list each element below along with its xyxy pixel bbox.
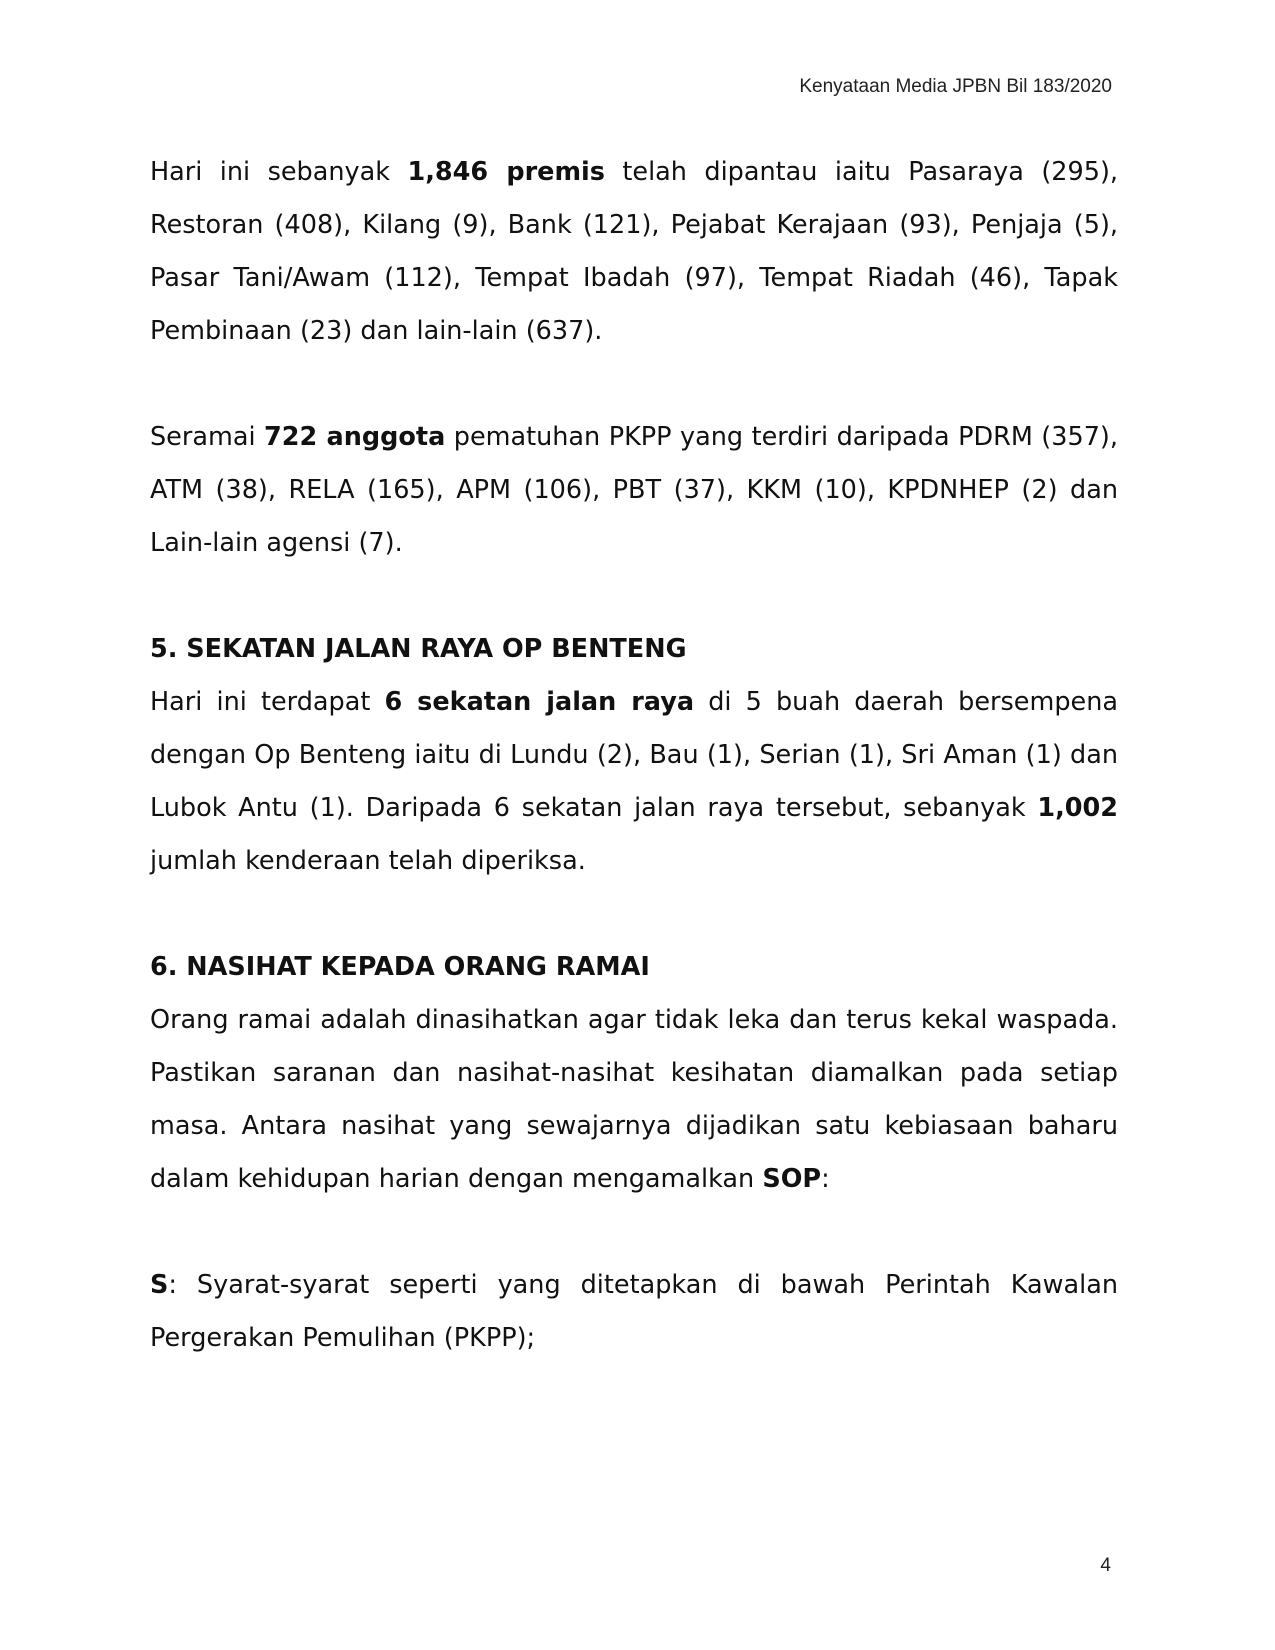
- spacer: [150, 1206, 1118, 1259]
- premises-count: 1,846 premis: [407, 157, 605, 187]
- document-body: [150, 146, 1118, 1365]
- roadblock-count: 6 sekatan jalan raya: [384, 687, 695, 717]
- spacer: [150, 570, 1118, 623]
- sop-s-letter: S: [150, 1270, 169, 1300]
- premises-text-2: telah dipantau iaitu Pasaraya (295), Restoran (408), Kilang (9), Bank (121), Pejabat Kerajaan (93), Penjaja (5), Pasar Tani/Awam (112), Tempat Ibadah (97), Tempat Riadah (46), Tapak Pembinaan (23) dan lain-lain (637).: [150, 157, 1118, 346]
- members-text-2: pematuhan PKPP yang terdiri daripada PDRM (357), ATM (38), RELA (165), APM (106), PBT (37), KKM (10), KPDNHEP (2) dan Lain-lain agensi (7).: [150, 422, 1118, 558]
- sop-s-paragraph: [150, 1259, 1118, 1365]
- spacer: [150, 888, 1118, 941]
- section-5-text-1: Hari ini terdapat: [150, 687, 385, 717]
- premises-paragraph: [150, 146, 1118, 358]
- section-6-paragraph: [150, 994, 1118, 1206]
- section-5-text-3: jumlah kenderaan telah diperiksa.: [150, 846, 586, 876]
- members-count: 722 anggota: [264, 422, 446, 452]
- members-paragraph: [150, 411, 1118, 570]
- page-header: Kenyataan Media JPBN Bil 183/2020: [799, 76, 1112, 97]
- sop-s-text: : Syarat-syarat seperti yang ditetapkan di bawah Perintah Kawalan Pergerakan Pemulihan (PKPP);: [150, 1270, 1118, 1353]
- vehicle-count: 1,002: [1037, 793, 1118, 823]
- section-6-text-1: Orang ramai adalah dinasihatkan agar tidak leka dan terus kekal waspada. Pastikan saranan dan nasihat-nasihat kesihatan diamalkan pada setiap masa. Antara nasihat yang sewajarnya dijadikan satu kebiasaan baharu dalam kehidupan harian dengan mengamalkan: [150, 1005, 1118, 1194]
- section-5-heading: 5. SEKATAN JALAN RAYA OP BENTENG: [150, 634, 687, 664]
- section-5-paragraph: [150, 676, 1118, 888]
- sop-label: SOP: [762, 1164, 822, 1194]
- section-6-text-2: :: [821, 1164, 830, 1194]
- page-number: 4: [1100, 1555, 1111, 1576]
- premises-text-1: Hari ini sebanyak: [150, 157, 408, 187]
- spacer: [150, 358, 1118, 411]
- section-6-heading: 6. NASIHAT KEPADA ORANG RAMAI: [150, 952, 650, 982]
- members-text-1: Seramai: [150, 422, 265, 452]
- section-5-text-2: di 5 buah daerah bersempena dengan Op Benteng iaitu di Lundu (2), Bau (1), Serian (1), Sri Aman (1) dan Lubok Antu (1). Daripada 6 sekatan jalan raya tersebut, sebanyak: [150, 687, 1118, 823]
